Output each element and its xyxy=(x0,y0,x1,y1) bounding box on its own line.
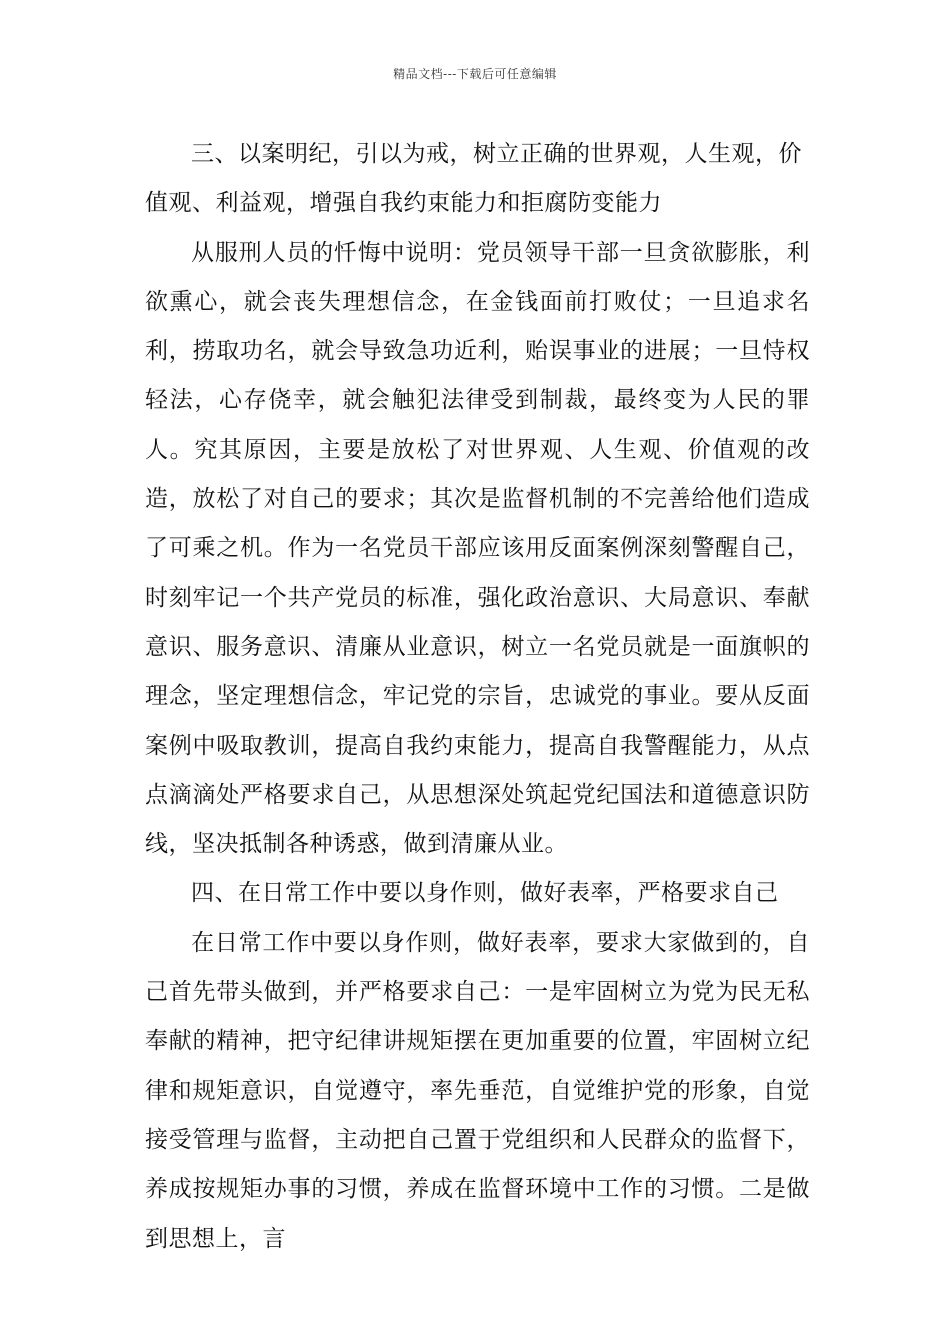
section-heading-3: 三、以案明纪，引以为戒，树立正确的世界观，人生观，价值观、利益观，增强自我约束能力和拒腐防变能力 xyxy=(145,141,802,217)
section-paragraph-4: 在日常工作中要以身作则，做好表率，要求大家做到的，自己首先带头做到，并严格要求自己：一是牢固树立为党为民无私奉献的精神，把守纪律讲规矩摆在更加重要的位置，牢固树立纪律和规矩意识，自觉遵守，率先垂范，自觉维护党的形象，自觉接受管理与监督，主动把自己置于党组织和人民群众的监督下，养成按规矩办事的习惯，养成在监督环境中工作的习惯。二是做到思想上，言 xyxy=(145,929,810,1252)
section-heading-4: 四、在日常工作中要以身作则，做好表率，严格要求自己 xyxy=(191,880,779,907)
page-header: 精品文档---下载后可任意编辑 xyxy=(393,67,557,81)
section-paragraph-3: 从服刑人员的忏悔中说明：党员领导干部一旦贪欲膨胀，利欲熏心，就会丧失理想信念，在金钱面前打败仗；一旦追求名利，捞取功名，就会导致急功近利，贻误事业的进展；一旦恃权轻法，心存侥幸，就会触犯法律受到制裁，最终变为人民的罪人。究其原因，主要是放松了对世界观、人生观、价值观的改造，放松了对自己的要求；其次是监督机制的不完善给他们造成了可乘之机。作为一名党员干部应该用反面案例深刻警醒自己，时刻牢记一个共产党员的标准，强化政治意识、大局意识、奉献意识、服务意识、清廉从业意识，树立一名党员就是一面旗帜的理念，坚定理想信念，牢记党的宗旨，忠诚党的事业。要从反面案例中吸取教训，提高自我约束能力，提高自我警醒能力，从点点滴滴处严格要求自己，从思想深处筑起党纪国法和道德意识防线，坚决抵制各种诱惑，做到清廉从业。 xyxy=(145,239,810,858)
document-body xyxy=(145,130,810,1264)
